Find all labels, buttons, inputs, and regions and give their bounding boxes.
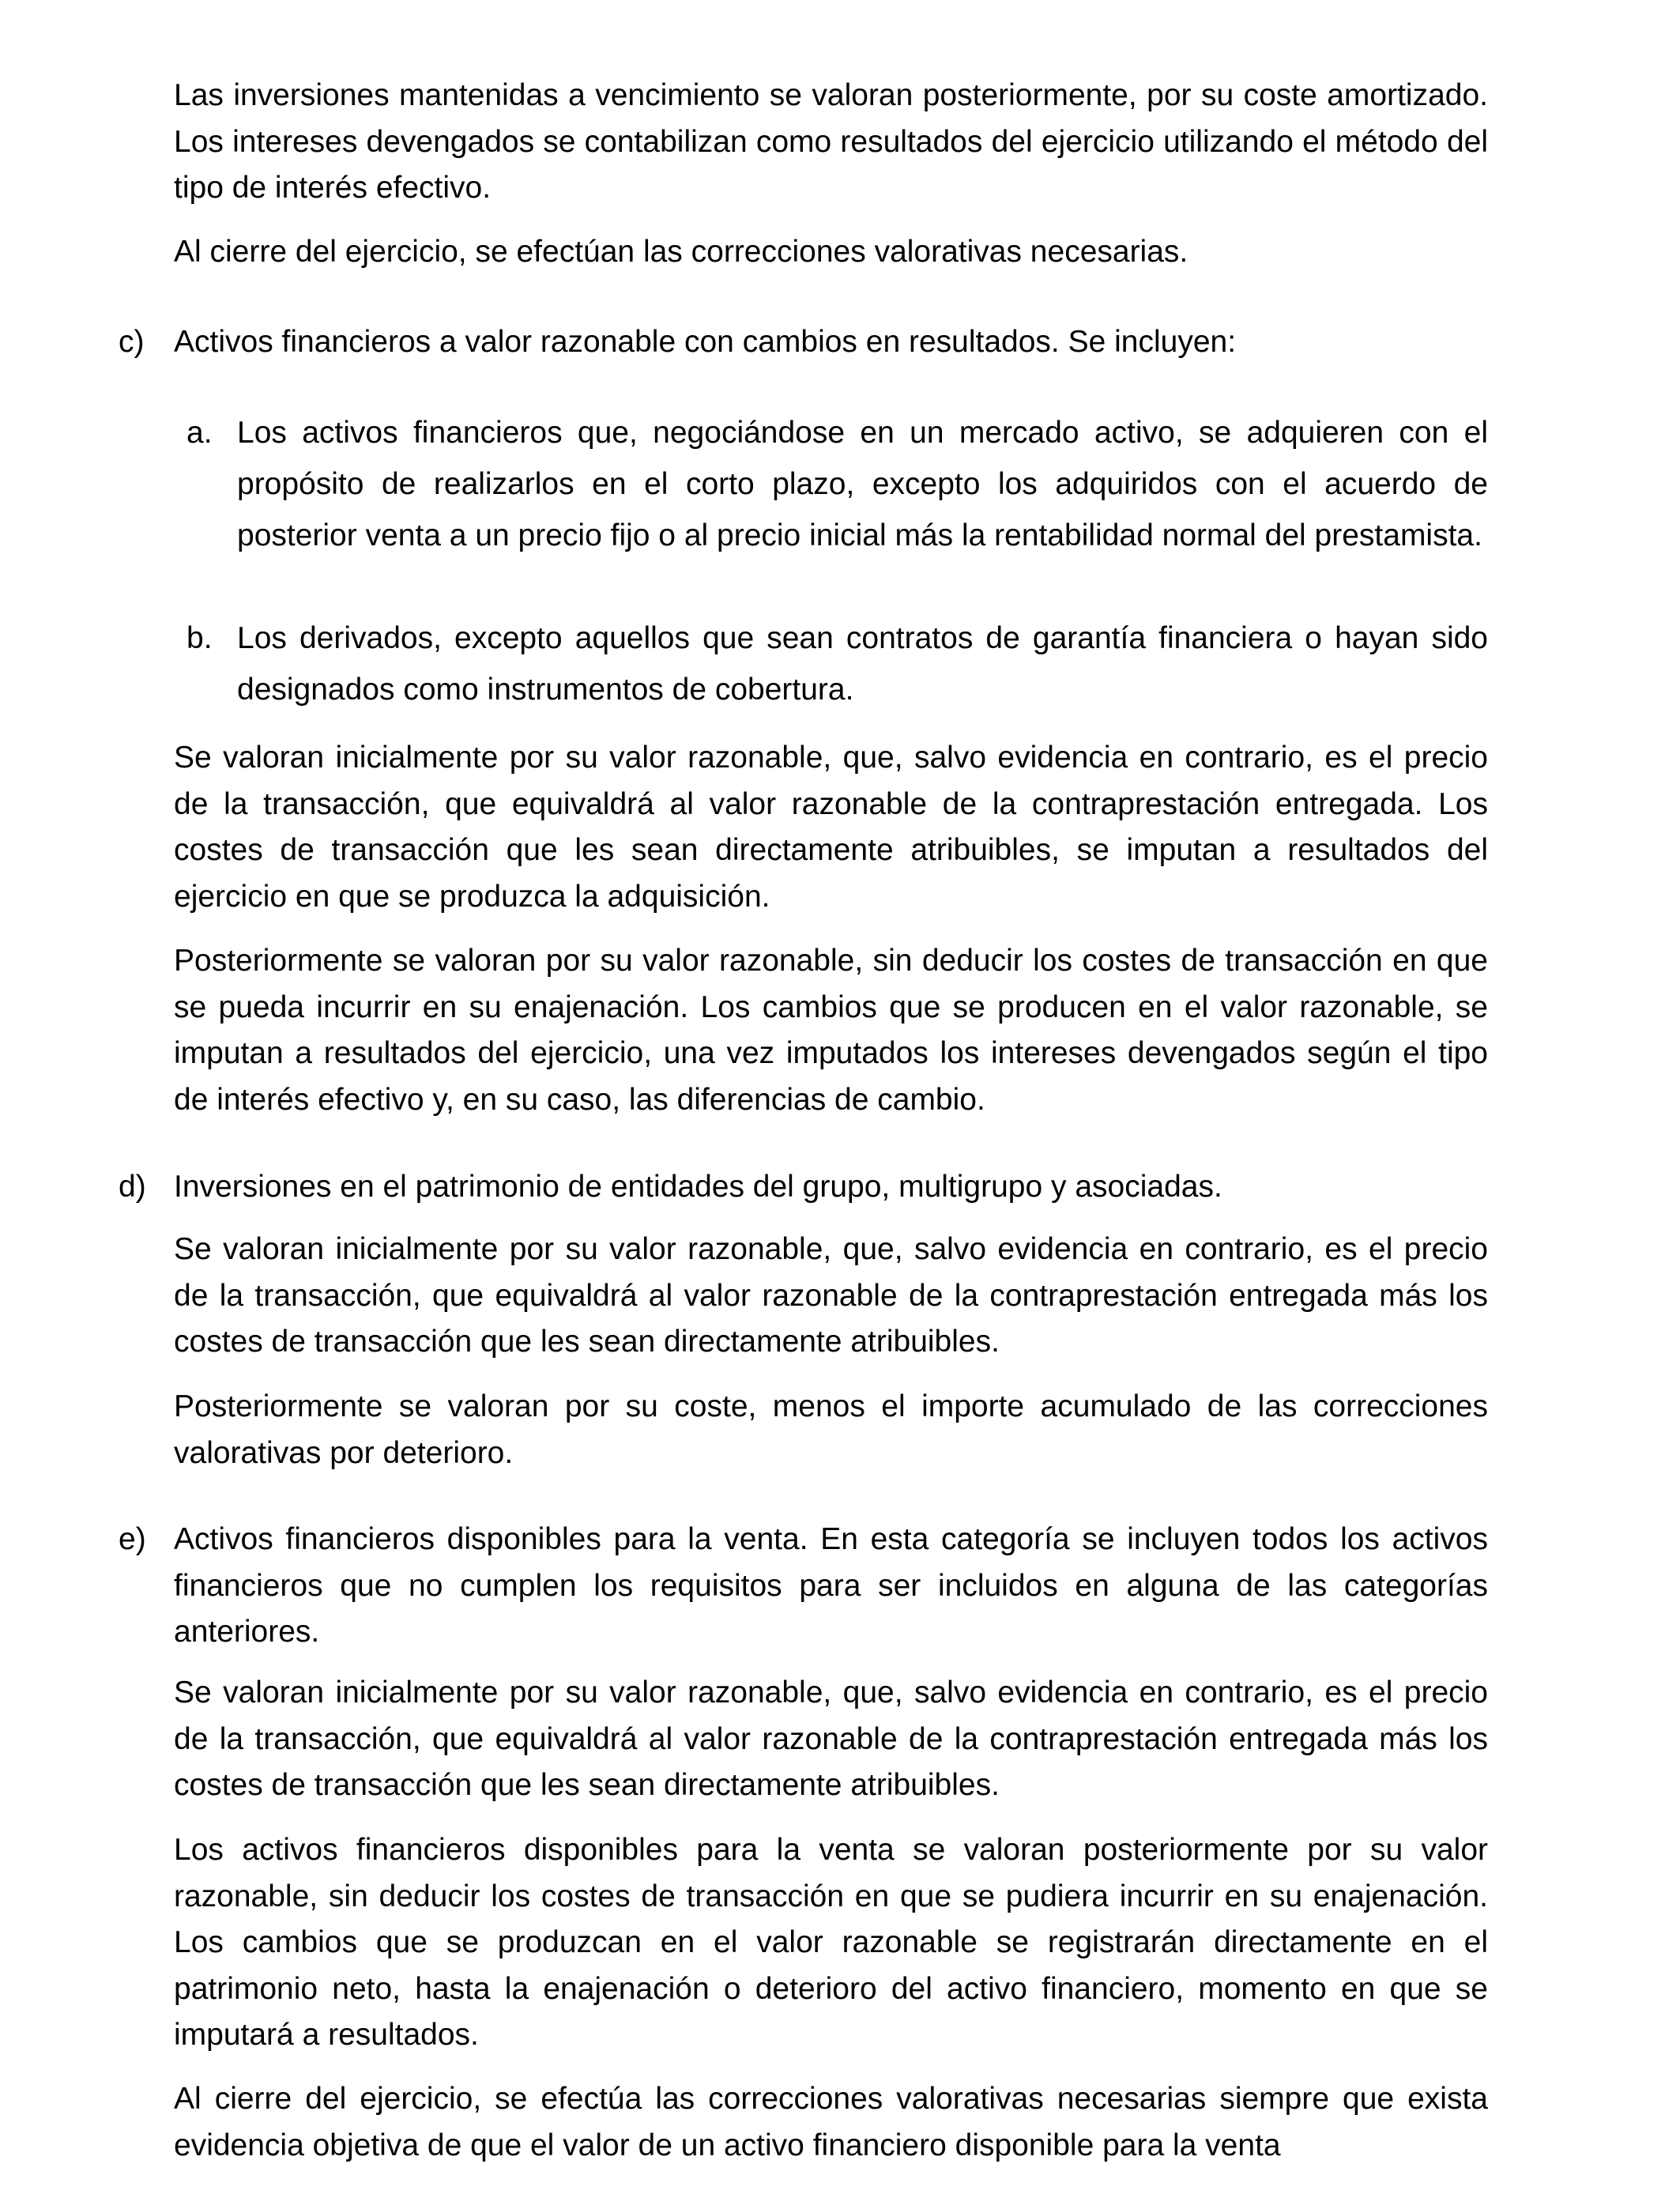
section-e-marker: e) <box>119 1522 146 1556</box>
section-d-paragraph-initial-valuation: Se valoran inicialmente por su valor razonable, que, salvo evidencia en contrario, es el precio de la transacción, que equivaldrá al valor razonable de la contraprestación entregada más los costes de transacción que les sean directamente atribuibles. <box>174 1232 1488 1359</box>
section-c-sub-item-b <box>186 613 1488 715</box>
paragraph-held-to-maturity: Las inversiones mantenidas a vencimiento se valoran posteriormente, por su coste amortizado. Los intereses devengados se contabilizan como resultados del ejercicio utilizando el método del tipo de interés efectivo. <box>174 78 1488 205</box>
section-e-paragraph-subsequent-valuation: Los activos financieros disponibles para la venta se valoran posteriormente por su valor razonable, sin deducir los costes de transacción en que se pudiera incurrir en su enajenación. Los cambios que se produzcan en el valor razonable se registrarán directamente en el patrimonio neto, hasta la enajenación o deterioro del activo financiero, momento en que se imputará a resultados. <box>174 1833 1488 2052</box>
sub-item-b-text: Los derivados, excepto aquellos que sean contratos de garantía financiera o hayan sido designados como instrumentos de cobertura. <box>237 621 1488 707</box>
sub-item-b-marker: b. <box>186 621 213 655</box>
section-d-marker: d) <box>119 1170 146 1204</box>
section-e-paragraph-year-end-corrections: Al cierre del ejercicio, se efectúa las correcciones valorativas necesarias siempre que exista evidencia objetiva de que el valor de un activo financiero disponible para la venta <box>174 2082 1488 2162</box>
section-c-marker: c) <box>119 325 145 359</box>
section-d-heading: Inversiones en el patrimonio de entidades del grupo, multigrupo y asociadas. <box>174 1170 1222 1204</box>
section-c <box>119 319 1488 366</box>
section-e-paragraph-initial-valuation: Se valoran inicialmente por su valor razonable, que, salvo evidencia en contrario, es el precio de la transacción, que equivaldrá al valor razonable de la contraprestación entregada más los costes de transacción que les sean directamente atribuibles. <box>174 1676 1488 1802</box>
section-c-heading: Activos financieros a valor razonable con cambios en resultados. Se incluyen: <box>174 325 1237 359</box>
sub-item-a-text: Los activos financieros que, negociándose en un mercado activo, se adquieren con el propósito de realizarlos en el corto plazo, excepto los adquiridos con el acuerdo de posterior venta a un precio fijo o al precio inicial más la rentabilidad normal del prestamista. <box>237 416 1488 552</box>
sub-item-a-marker: a. <box>186 416 213 450</box>
section-d <box>119 1164 1488 1211</box>
section-c-paragraph-subsequent-valuation: Posteriormente se valoran por su valor razonable, sin deducir los costes de transacción en que se pueda incurrir en su enajenación. Los cambios que se producen en el valor razonable, se imputan a resultados del ejercicio, una vez imputados los intereses devengados según el tipo de interés efectivo y, en su caso, las diferencias de cambio. <box>174 944 1488 1117</box>
section-d-paragraph-subsequent-valuation: Posteriormente se valoran por su coste, menos el importe acumulado de las correcciones valorativas por deterioro. <box>174 1389 1488 1470</box>
section-c-paragraph-initial-valuation: Se valoran inicialmente por su valor razonable, que, salvo evidencia en contrario, es el precio de la transacción, que equivaldrá al valor razonable de la contraprestación entregada. Los costes de transacción que les sean directamente atribuibles, se imputan a resultados del ejercicio en que se produzca la adquisición. <box>174 741 1488 914</box>
section-c-sub-item-a <box>186 407 1488 561</box>
section-e <box>119 1517 1488 1656</box>
paragraph-year-end-corrections: Al cierre del ejercicio, se efectúan las correcciones valorativas necesarias. <box>174 235 1188 269</box>
section-e-heading: Activos financieros disponibles para la venta. En esta categoría se incluyen todos los activos financieros que no cumplen los requisitos para ser incluidos en alguna de las categorías anteriores. <box>174 1522 1488 1649</box>
